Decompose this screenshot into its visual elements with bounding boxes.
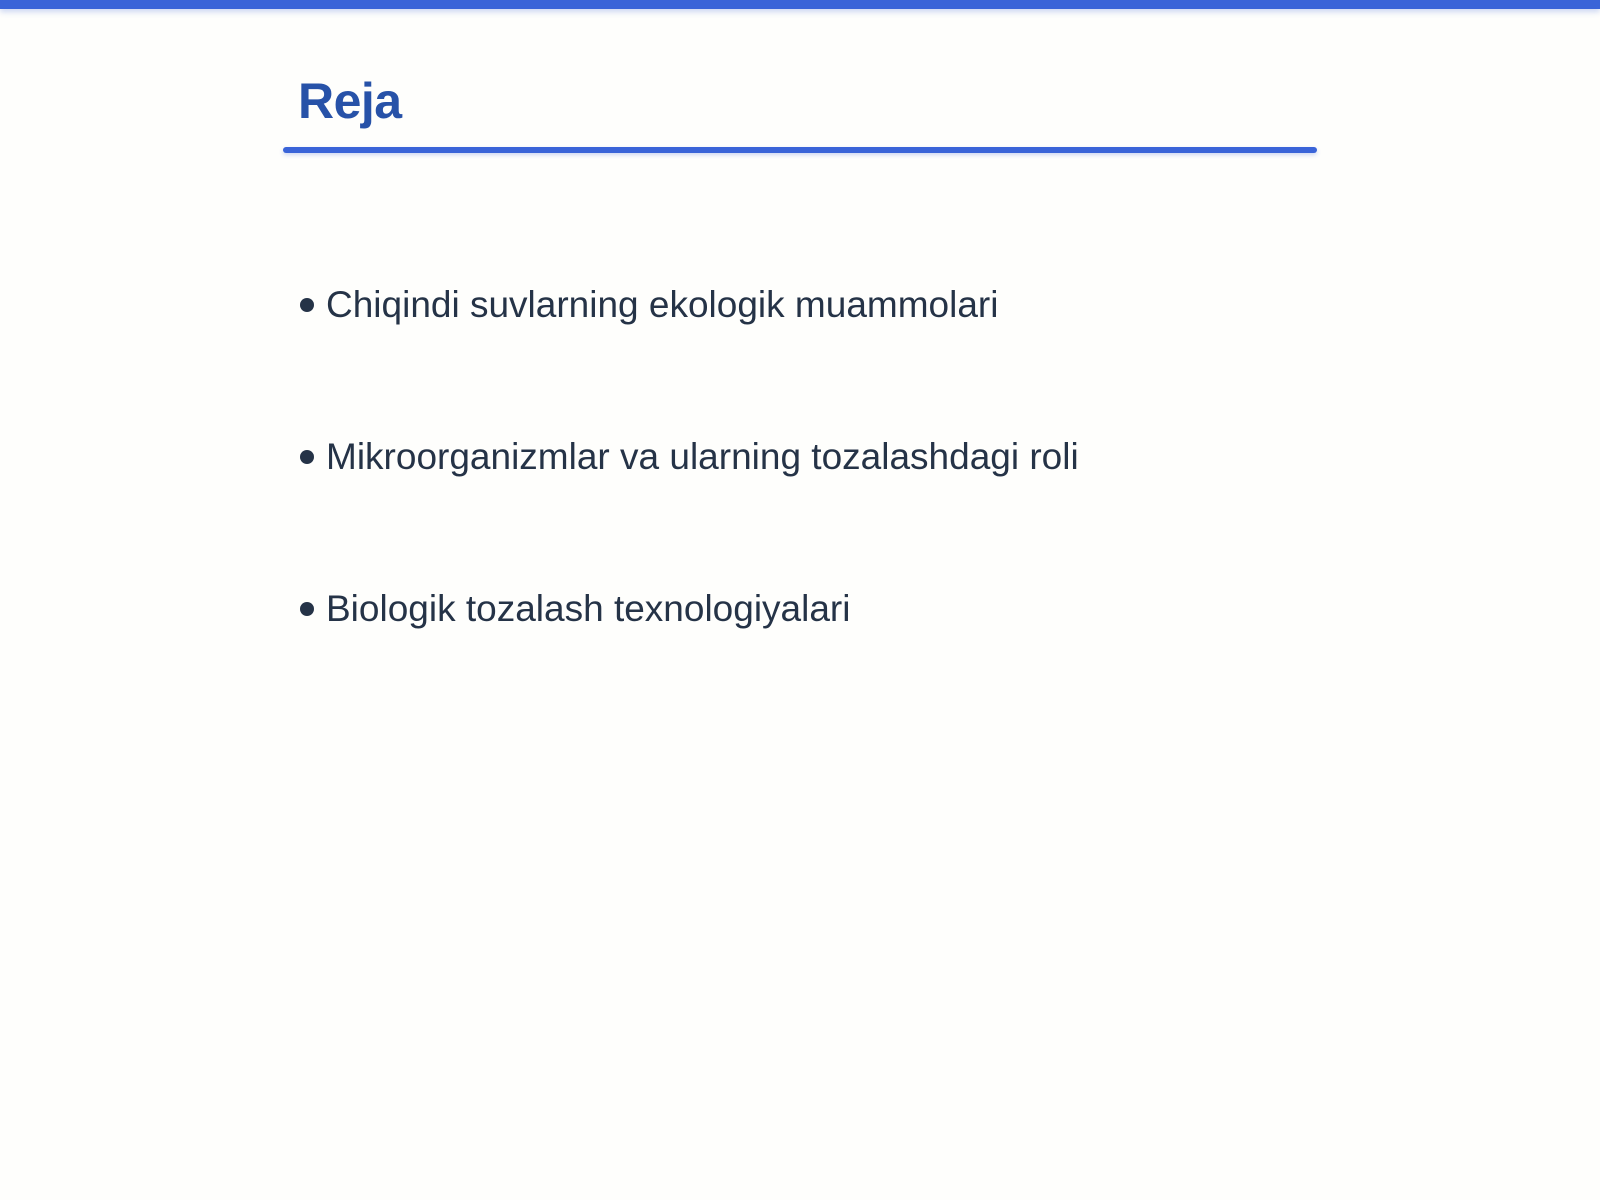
bullet-text: Mikroorganizmlar va ularning tozalashdagi roli (326, 436, 1079, 477)
bullet-text: Chiqindi suvlarning ekologik muammolari (326, 284, 999, 325)
bullet-dot-icon (300, 602, 314, 616)
bullet-dot-icon (300, 298, 314, 312)
bullet-item (298, 584, 850, 634)
bullet-dot-icon (300, 450, 314, 464)
slide-title: Reja (298, 73, 402, 129)
bullet-item (298, 432, 1079, 482)
title-underline (283, 147, 1317, 153)
bullet-item (298, 280, 998, 330)
bullet-text: Biologik tozalash texnologiyalari (326, 588, 851, 629)
